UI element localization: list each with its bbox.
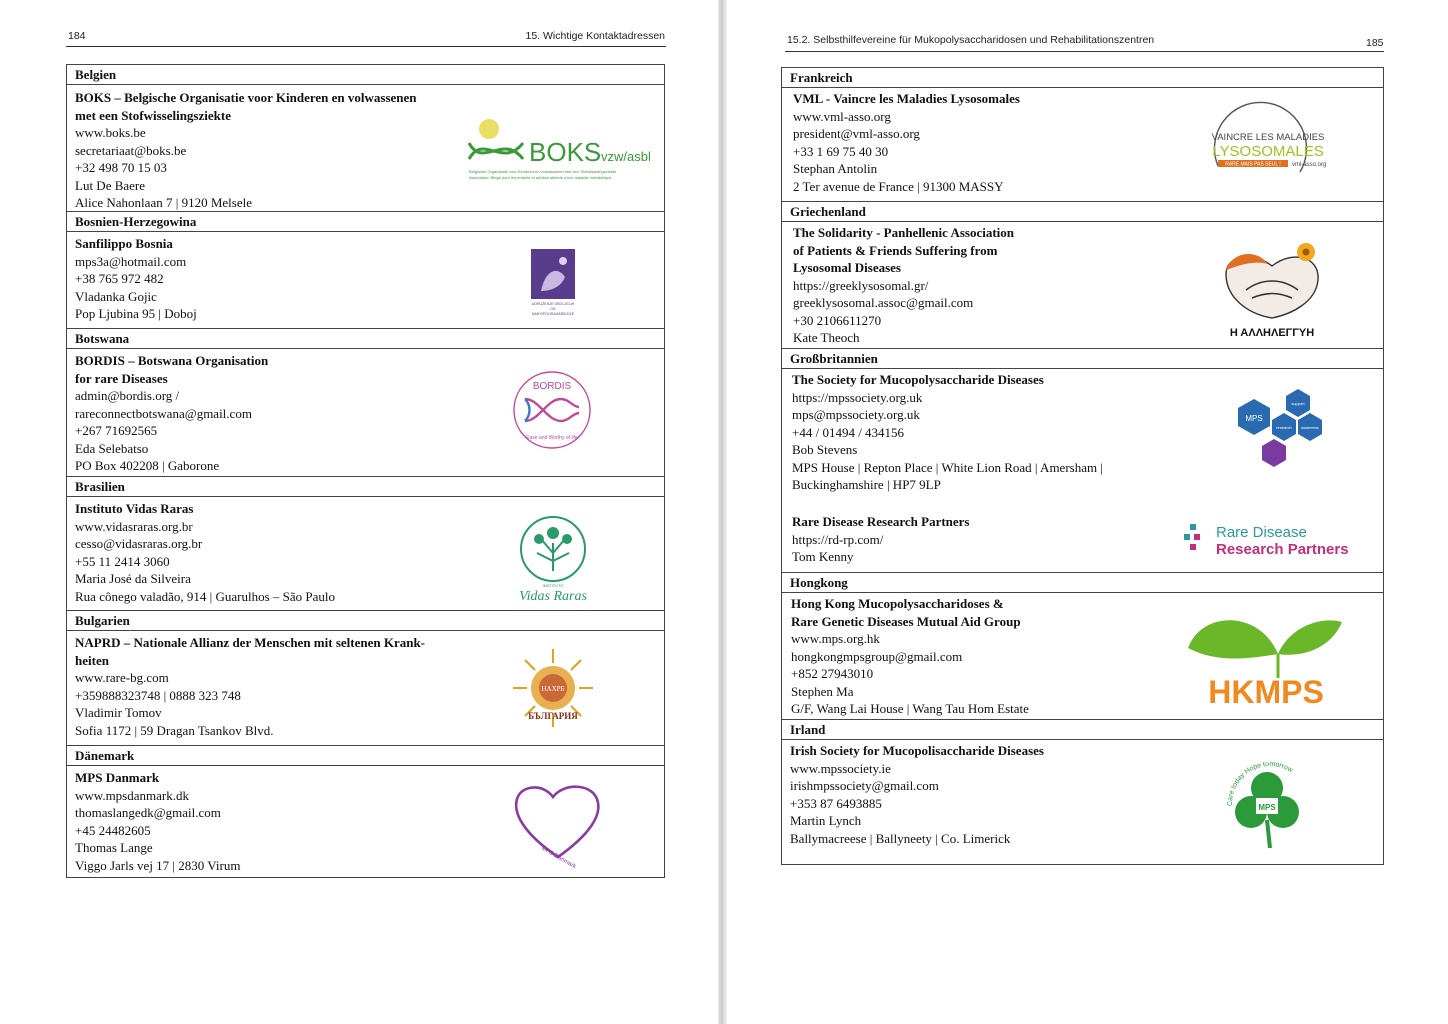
website: https://greeklysosomal.gr/: [793, 277, 929, 293]
website: www.vml-asso.org: [793, 108, 891, 124]
svg-text:LYSOSOMALES: LYSOSOMALES: [1212, 143, 1324, 160]
irish-mps-logo: [1212, 758, 1322, 852]
sanfilippo-bosnia-logo: [523, 247, 583, 319]
contact-person: Maria José da Silveira: [75, 571, 191, 586]
contact-table-right: [781, 67, 1384, 865]
svg-text:INSTITUTO: INSTITUTO: [542, 583, 564, 588]
email: greeklysosomal.assoc@gmail.com: [793, 295, 974, 310]
left-page-number: 184: [68, 30, 86, 42]
contact-entry: [791, 595, 1029, 718]
contact-table-left: [66, 64, 665, 878]
svg-text:MPS Danmark: MPS Danmark: [540, 845, 577, 871]
country-header: Brasilien: [67, 477, 664, 497]
country-header: Dänemark: [67, 746, 664, 766]
address: Buckinghamshire | HP7 9LP: [792, 477, 941, 492]
svg-text:BORDIS: BORDIS: [532, 381, 572, 392]
address: Viggo Jarls vej 17 | 2830 Virum: [75, 857, 241, 873]
website: www.mps.org.hk: [791, 631, 880, 646]
svg-text:RARE MAIS PAS SEUL !: RARE MAIS PAS SEUL !: [1225, 161, 1281, 168]
org-name: met een Stofwisselingsziekte: [75, 107, 231, 123]
address: Alice Nahonlaan 7 | 9120 Melsele: [75, 195, 252, 210]
phone: +32 498 70 15 03: [75, 160, 167, 175]
org-name: BORDIS – Botswana Organisation: [75, 353, 269, 368]
contact-person: Tom Kenny: [792, 549, 854, 564]
email: admin@bordis.org /: [75, 388, 180, 403]
contact-person: Lut De Baere: [75, 177, 146, 193]
right-header-rule: [785, 51, 1384, 52]
email: cesso@vidasraras.org.br: [75, 536, 203, 551]
svg-text:Care today Hope tomorrow: Care today Hope tomorrow: [1226, 760, 1294, 807]
address: MPS House | Repton Place | White Lion Road | Amersham |: [792, 459, 1103, 475]
svg-text:Belgische Organisatie voor Kin: Belgische Organisatie voor Kinderen en volwassenen met een Stofwisselingsziekte: [469, 169, 617, 174]
email: rareconnectbotswana@gmail.com: [75, 405, 252, 421]
country-header: Hongkong: [782, 573, 1383, 593]
org-name: VML - Vaincre les Maladies Lysosomales: [793, 91, 1020, 106]
svg-text:support: support: [1291, 401, 1305, 406]
website: www.rare-bg.com: [75, 670, 169, 685]
phone: +267 71692565: [75, 423, 158, 438]
contact-entry: [792, 371, 1103, 494]
address: Rua cônego valadão, 914 | Guarulhos – São Paulo: [75, 588, 336, 604]
country-header: Griechenland: [782, 202, 1383, 222]
address: Ballymacreese | Ballyneety | Co. Limerick: [790, 830, 1011, 846]
phone: +353 87 6493885: [790, 795, 882, 811]
org-name: of Patients & Friends Suffering from: [793, 242, 998, 258]
svg-text:VAINCRE LES MALADIES: VAINCRE LES MALADIES: [1211, 132, 1325, 143]
phone: +30 2106611270: [793, 312, 882, 328]
org-name: MPS Danmark: [75, 770, 160, 785]
email: hongkongmpsgroup@gmail.com: [791, 648, 963, 664]
contact-entry: [75, 352, 268, 475]
contact-entry: [75, 500, 335, 605]
address: G/F, Wang Lai House | Wang Tau Hom Estate: [791, 701, 1029, 716]
contact-person: Stephan Antolin: [793, 161, 878, 176]
svg-text:Η ΑΛΛΗΛΕΓΓΥΗ: Η ΑΛΛΗΛΕΓΓΥΗ: [1229, 327, 1315, 339]
country-header: Belgien: [67, 65, 664, 85]
org-name: Rare Genetic Diseases Mutual Aid Group: [791, 613, 1021, 629]
vml-logo: [1208, 110, 1338, 182]
org-name: Sanfilippo Bosnia: [75, 236, 173, 251]
country-header: Botswana: [67, 329, 664, 349]
contact-entry: [793, 90, 1020, 195]
mps-society-logo: [1210, 386, 1330, 480]
org-name: Irish Society for Mucopolisaccharide Diseases: [790, 743, 1044, 758]
bordis-logo: [507, 365, 597, 455]
svg-text:Association Belge pour les enf: Association Belge pour les enfants et adultes atteints d'une maladie métabolique: [469, 175, 612, 180]
contact-person: Thomas Lange: [75, 840, 153, 855]
svg-text:UDRUŽENJE OBOLJELIH: UDRUŽENJE OBOLJELIH: [531, 302, 575, 306]
contact-entry: [75, 89, 417, 212]
address: 2 Ter avenue de France | 91300 MASSY: [793, 178, 1004, 194]
website: https://rd-rp.com/: [792, 531, 884, 547]
svg-text:НАХРБ: НАХРБ: [541, 685, 565, 693]
org-name: The Solidarity - Panhellenic Association: [793, 225, 1015, 240]
phone: +33 1 69 75 40 30: [793, 143, 889, 159]
org-name: heiten: [75, 652, 109, 668]
left-header-rule: [66, 46, 666, 47]
svg-text:research: research: [1276, 425, 1292, 430]
org-name: Rare Disease Research Partners: [792, 514, 970, 529]
naprd-logo: [503, 647, 603, 731]
svg-text:Rare Disease: Rare Disease: [1216, 524, 1307, 541]
svg-text:HKMPS: HKMPS: [1208, 674, 1324, 710]
address: Sofia 1172 | 59 Dragan Tsankov Blvd.: [75, 722, 274, 738]
phone: +55 11 2414 3060: [75, 553, 170, 569]
org-name: Hong Kong Mucopolysaccharidoses &: [791, 596, 1004, 611]
contact-entry: [75, 634, 425, 739]
email: irishmpssociety@gmail.com: [790, 778, 939, 793]
contact-entry: [75, 769, 240, 874]
rdrp-logo: [1180, 520, 1362, 560]
website: www.boks.be: [75, 125, 146, 140]
svg-text:MPS: MPS: [1258, 803, 1276, 812]
contact-entry: [793, 224, 1014, 347]
contact-person: Bob Stevens: [792, 442, 858, 457]
website: www.vidasraras.org.br: [75, 518, 193, 534]
svg-text:vml-asso.org: vml-asso.org: [1292, 162, 1327, 168]
address: Pop Ljubina 95 | Doboj: [75, 306, 197, 321]
email: secretariaat@boks.be: [75, 142, 187, 158]
contact-person: Vladanka Gojic: [75, 288, 157, 304]
svg-text:MUKOPOLISAHARIDOZE: MUKOPOLISAHARIDOZE: [531, 312, 575, 316]
svg-text:БЪЛГАРИЯ: БЪЛГАРИЯ: [528, 711, 578, 721]
solidarity-logo: [1212, 236, 1332, 342]
contact-person: Stephen Ma: [791, 683, 854, 699]
svg-text:Vidas Raras: Vidas Raras: [519, 589, 587, 604]
svg-text:Ease and Worthy of life: Ease and Worthy of life: [526, 435, 578, 441]
country-header: Frankreich: [782, 68, 1383, 88]
svg-text:BOKS: BOKS: [529, 137, 602, 167]
svg-text:OD: OD: [550, 307, 556, 311]
phone: +38 765 972 482: [75, 271, 164, 286]
country-header: Irland: [782, 720, 1383, 740]
email: mps@mpssociety.org.uk: [792, 407, 920, 422]
phone: +359888323748 | 0888 323 748: [75, 687, 241, 703]
contact-entry: [790, 742, 1044, 847]
phone: +852 27943010: [791, 666, 874, 681]
address: PO Box 402208 | Gaborone: [75, 458, 220, 473]
contact-person: Vladimir Tomov: [75, 705, 162, 720]
hkmps-logo: [1182, 606, 1352, 710]
right-running-head: 15.2. Selbsthilfevereine für Mukopolysaccharidosen und Rehabilitationszentren: [787, 34, 1155, 46]
boks-logo: [463, 113, 653, 185]
contact-person: Kate Theoch: [793, 330, 860, 345]
right-page-number: 185: [1366, 37, 1384, 49]
country-header: Bosnien-Herzegowina: [67, 212, 664, 232]
website: www.mpsdanmark.dk: [75, 787, 189, 803]
org-name: The Society for Mucopolysaccharide Diseases: [792, 372, 1044, 387]
country-header: Großbritannien: [782, 349, 1383, 369]
website: https://mpssociety.org.uk: [792, 389, 923, 405]
left-running-head: 15. Wichtige Kontaktadressen: [525, 30, 665, 42]
country-header: Bulgarien: [67, 611, 664, 631]
phone: +44 / 01494 / 434156: [792, 424, 905, 440]
contact-person: Eda Selebatso: [75, 440, 149, 456]
svg-text:awareness: awareness: [1301, 426, 1319, 430]
org-name: Lysosomal Diseases: [793, 260, 901, 275]
website: www.mpssociety.ie: [790, 760, 891, 776]
contact-entry: [75, 235, 197, 323]
email: thomaslangedk@gmail.com: [75, 805, 221, 820]
email: mps3a@hotmail.com: [75, 253, 187, 269]
vidas-raras-logo: [503, 513, 603, 605]
email: president@vml-asso.org: [793, 126, 920, 141]
svg-text:MPS: MPS: [1245, 414, 1263, 423]
org-name: BOKS – Belgische Organisatie voor Kinderen en volwassenen: [75, 90, 417, 105]
mps-danmark-logo: [503, 779, 613, 871]
org-name: for rare Diseases: [75, 370, 168, 386]
org-name: NAPRD – Nationale Allianz der Menschen mit seltenen Krank-: [75, 635, 426, 650]
phone: +45 24482605: [75, 822, 151, 838]
book-gutter: [718, 0, 727, 1024]
svg-text:vzw/asbl: vzw/asbl: [601, 149, 651, 164]
contact-entry: [792, 513, 970, 566]
svg-text:Research Partners: Research Partners: [1216, 541, 1349, 558]
org-name: Instituto Vidas Raras: [75, 501, 194, 516]
contact-person: Martin Lynch: [790, 813, 862, 828]
